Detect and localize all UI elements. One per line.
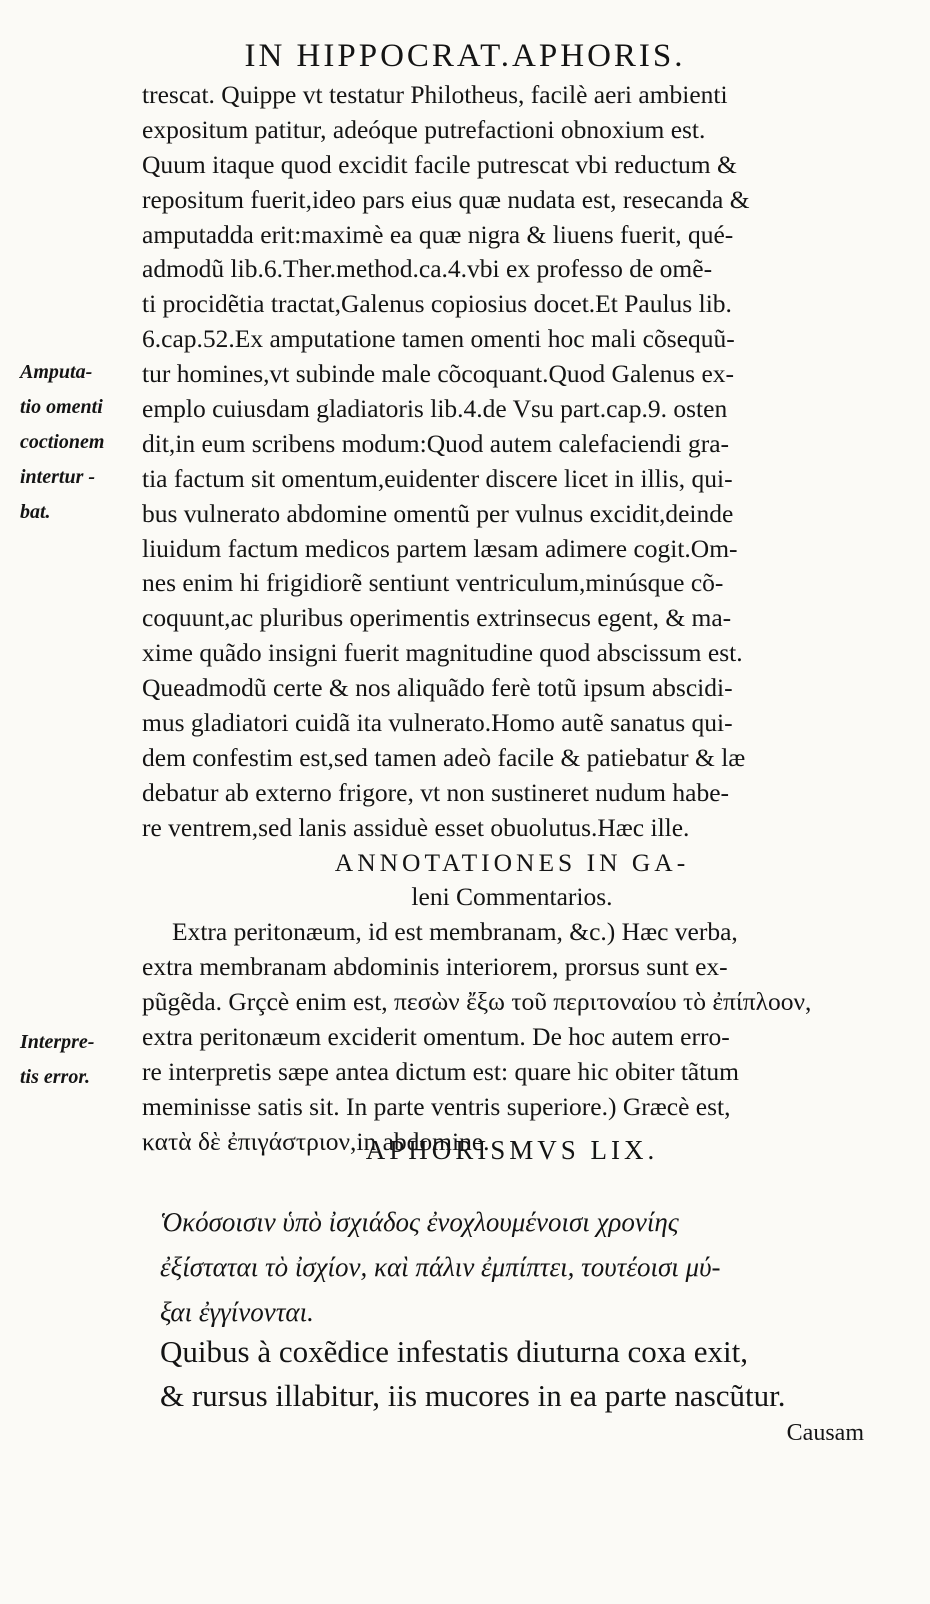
text-line: bus vulnerato abdomine omentũ per vulnus excidit,deinde [142, 498, 734, 528]
text-line: trescat. Quippe vt testatur Philotheus, facilè aeri ambienti [142, 80, 728, 109]
latin-line: Quibus à coxẽdice infestatis diuturna coxa exit, [160, 1334, 748, 1369]
aphorism-heading: APHORISMVS LIX. [365, 1135, 659, 1165]
annotation-line: extra membranam abdominis interiorem, prorsus sunt ex- [142, 952, 728, 982]
text-line: dem confestim est,sed tamen adeò facile & patiebatur & læ [142, 742, 746, 772]
greek-line: ἐξίσταται τὸ ἰσχίον, καὶ πάλιν ἐμπίπτει, τουτέοισι μύ- [160, 1252, 721, 1282]
text-line: expositum patitur, adeóque putrefactioni obnoxium est. [142, 114, 706, 144]
annotation-line: meminisse satis sit. In parte ventris superiore.) Græcè est, [142, 1091, 731, 1121]
annotation-line: Extra peritonæum, id est membranam, &c.) Hæc verba, [172, 917, 738, 947]
margin-note-line: Amputa- [20, 361, 93, 383]
text-line: liuidum factum medicos partem læsam adimere cogit.Om- [142, 533, 738, 563]
margin-note-line: bat. [20, 501, 51, 523]
annotation-line: extra peritonæum exciderit omentum. De hoc autem erro- [142, 1022, 730, 1052]
text-line: admodũ lib.6.Ther.method.ca.4.vbi ex professo de omẽ- [142, 254, 713, 284]
text-line: coquunt,ac pluribus operimentis extrinsecus egent, & ma- [142, 603, 732, 633]
margin-note-amputatio [20, 355, 138, 530]
text-line: tia factum sit omentum,euidenter discere licet in illis, qui- [142, 463, 733, 493]
margin-note-line: Interpre- [20, 1031, 95, 1053]
margin-note-interpretis [20, 1025, 138, 1095]
margin-note-line: intertur - [20, 466, 96, 488]
annotations-heading: ANNOTATIONES IN GA- [334, 847, 690, 877]
text-line: tur homines,vt subinde male cõcoquant.Quod Galenus ex- [142, 359, 735, 389]
text-line: re ventrem,sed lanis assiduè esset obuolutus.Hæc ille. [142, 812, 690, 842]
annotations-subheading: leni Commentarios. [411, 882, 613, 912]
annotation-line: re interpretis sæpe antea dictum est: quare hic obiter tãtum [142, 1056, 739, 1086]
latin-aphorism [160, 1330, 880, 1418]
text-line: debatur ab externo frigore, vt non sustineret nudum habe- [142, 777, 730, 807]
text-line: 6.cap.52.Ex amputatione tamen omenti hoc mali cõsequũ- [142, 324, 735, 354]
margin-note-line: tis error. [20, 1066, 91, 1088]
text-line: Queadmodũ certe & nos aliquãdo ferè totũ ipsum abscidi- [142, 673, 733, 703]
margin-note-line: coctionem [20, 431, 105, 453]
main-text [142, 78, 882, 1160]
margin-note-line: tio omenti [20, 396, 103, 418]
running-header: IN HIPPOCRAT.APHORIS. [244, 38, 686, 74]
text-line: emplo cuiusdam gladiatoris lib.4.de Vsu part.cap.9. osten [142, 394, 728, 424]
text-line: amputadda erit:maximè ea quæ nigra & liuens fuerit, qué- [142, 219, 734, 249]
text-line: mus gladiatori cuidã ita vulnerato.Homo autẽ sanatus qui- [142, 708, 733, 738]
annotation-line: κατὰ δὲ ἐπιγάστριον,in abdomine. [142, 1126, 490, 1156]
greek-line: Ὁκόσοισιν ὑπὸ ἰσχιάδος ἐνοχλουμένοισι χρονίης [160, 1207, 679, 1237]
text-line: repositum fuerit,ideo pars eius quæ nudata est, resecanda & [142, 184, 750, 214]
latin-line: & rursus illabitur, iis mucores in ea parte nascũtur. [160, 1378, 786, 1413]
catchword: Causam [786, 1420, 864, 1446]
text-line: xime quãdo insigni fuerit magnitudine quod abscissum est. [142, 638, 743, 668]
greek-line: ξαι ἐγγίνονται. [160, 1297, 314, 1327]
annotation-line: pũgẽda. Grçcè enim est, πεσὼν ἔξω τοῦ περιτοναίου τὸ ἐπίπλοον, [142, 987, 812, 1017]
text-line: Quum itaque quod excidit facile putrescat vbi reductum & [142, 149, 737, 179]
text-line: dit,in eum scribens modum:Quod autem calefaciendi gra- [142, 428, 730, 458]
text-line: ti procidẽtia tractat,Galenus copiosius docet.Et Paulus lib. [142, 289, 732, 319]
text-line: nes enim hi frigidiorẽ sentiunt ventriculum,minúsque cõ- [142, 568, 724, 598]
greek-aphorism [160, 1200, 880, 1335]
